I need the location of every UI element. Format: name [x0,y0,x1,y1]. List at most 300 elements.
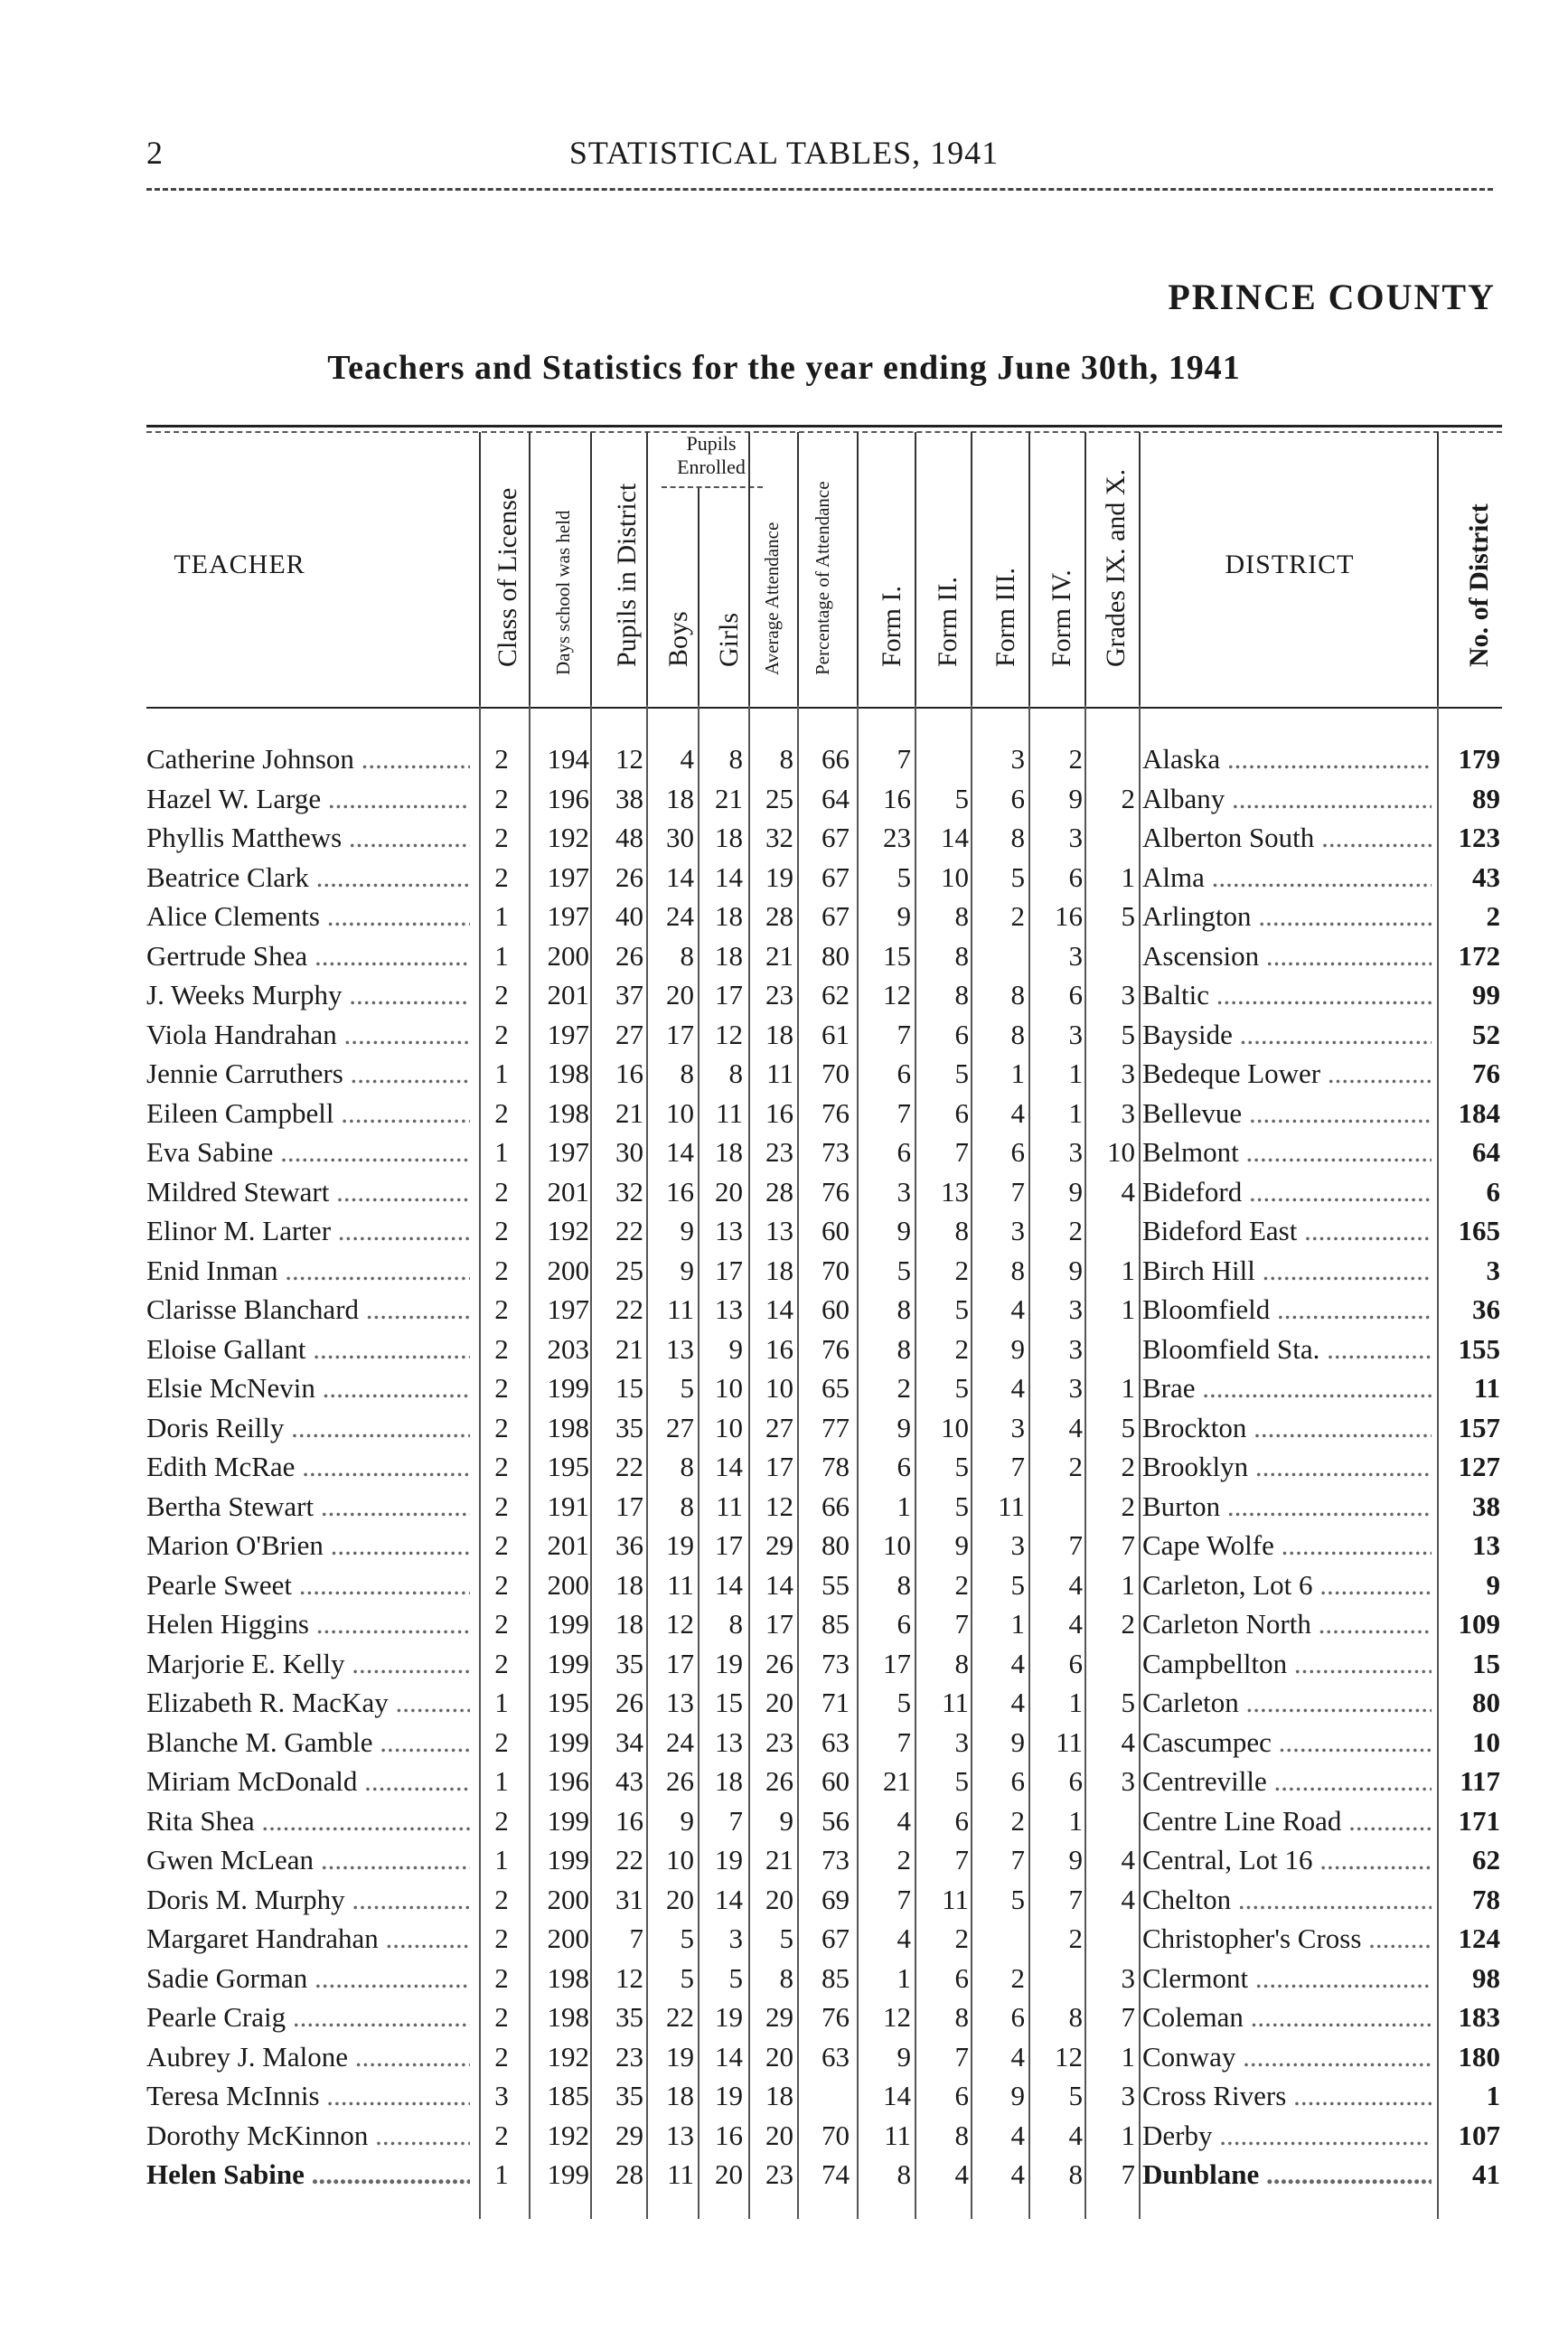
average-attendance: 9 [779,1804,793,1837]
header-pupils-enrolled: Pupils Enrolled [677,432,746,478]
teacher-name: Marion O'Brien ..... [146,1529,470,1562]
district-number: 80 [1472,1687,1500,1718]
form-2: 6 [954,1018,969,1050]
district-name: Alaska ..... [1142,743,1432,776]
class-of-license: 2 [494,782,509,814]
form-3: 3 [1010,743,1025,775]
pupils-in-district: 15 [615,1372,643,1404]
girls-enrolled: 12 [715,1018,743,1050]
average-attendance: 32 [765,822,793,853]
days-school-held: 200 [547,1254,589,1286]
boys-enrolled: 11 [667,1293,694,1325]
percentage-attendance: 67 [822,860,850,893]
boys-enrolled: 27 [666,1411,694,1443]
form-4: 6 [1068,979,1083,1010]
form-2: 5 [954,1293,969,1325]
table-row [0,1408,1568,1448]
class-of-license: 2 [494,1215,509,1246]
girls-enrolled: 14 [715,1568,743,1601]
district-name: Bloomfield Sta. ..... [1142,1333,1432,1366]
form-4: 4 [1068,1568,1083,1601]
grades-9-10: 5 [1121,1018,1135,1050]
form-1: 6 [897,1451,911,1482]
form-1: 2 [897,1372,911,1404]
grades-9-10: 3 [1121,979,1135,1010]
percentage-attendance: 76 [822,1175,850,1208]
district-number: 184 [1458,1096,1500,1129]
days-school-held: 200 [547,1568,589,1601]
days-school-held: 197 [547,1136,589,1168]
percentage-attendance: 70 [822,1058,850,1089]
days-school-held: 199 [547,1647,589,1679]
teacher-name: Sadie Gorman ..... [146,1962,470,1995]
form-1: 9 [897,900,911,932]
girls-enrolled: 5 [728,1961,743,1994]
form-2: 8 [954,900,969,932]
district-number: 62 [1472,1844,1500,1875]
form-3: 4 [1010,2119,1025,2151]
pupils-in-district: 22 [615,1293,643,1325]
percentage-attendance: 69 [822,1883,850,1915]
form-1: 14 [883,2080,911,2111]
district-number: 9 [1486,1568,1500,1601]
days-school-held: 198 [547,1961,589,1994]
form-2: 6 [954,2080,969,2111]
grades-9-10: 2 [1121,1490,1135,1522]
form-2: 8 [954,2119,969,2151]
percentage-attendance: 73 [822,1136,850,1168]
average-attendance: 20 [765,1883,793,1915]
pupils-in-district: 22 [615,1451,643,1482]
form-2: 10 [941,860,969,893]
form-4: 5 [1068,2080,1083,2111]
form-1: 12 [883,979,911,1010]
district-number: 13 [1472,1529,1500,1561]
district-number: 78 [1472,1883,1500,1915]
teacher-name: Aubrey J. Malone ..... [146,2041,470,2073]
table-row [0,936,1568,976]
table-row [0,1840,1568,1880]
form-2: 2 [954,1254,969,1286]
form-3: 5 [1010,860,1025,893]
pupils-in-district: 16 [615,1058,643,1089]
header-no-of-district: No. of District [1464,503,1494,667]
percentage-attendance: 63 [822,1725,850,1758]
pupils-in-district: 23 [615,2040,643,2073]
form-4: 2 [1068,1922,1083,1954]
district-name: Belmont ..... [1142,1136,1432,1169]
girls-enrolled: 8 [728,1058,743,1089]
grades-9-10: 7 [1121,1529,1135,1561]
teacher-name: Gwen McLean ..... [146,1844,470,1876]
class-of-license: 2 [494,1725,509,1758]
grades-9-10: 3 [1121,1096,1135,1129]
percentage-attendance: 66 [822,743,850,775]
girls-enrolled: 20 [715,2158,743,2190]
pupils-in-district: 16 [615,1804,643,1837]
district-number: 127 [1458,1451,1500,1482]
percentage-attendance: 76 [822,1332,850,1365]
district-number: 98 [1472,1961,1500,1994]
grades-9-10: 1 [1121,2040,1135,2073]
percentage-attendance: 78 [822,1451,850,1482]
pupils-in-district: 37 [615,979,643,1010]
grades-9-10: 5 [1121,1411,1135,1443]
form-1: 8 [897,1332,911,1365]
average-attendance: 28 [765,1175,793,1208]
district-number: 171 [1458,1804,1500,1837]
form-2: 7 [954,1608,969,1640]
percentage-attendance: 73 [822,1647,850,1679]
average-attendance: 8 [779,743,793,775]
grades-9-10: 1 [1121,1254,1135,1286]
district-name: Coleman ..... [1142,2001,1432,2034]
table-top-rule [146,425,1502,428]
district-name: Bideford ..... [1142,1176,1432,1208]
form-4: 6 [1068,1765,1083,1797]
form-3: 4 [1010,2158,1025,2190]
form-1: 15 [883,939,911,972]
boys-enrolled: 20 [666,979,694,1010]
form-2: 7 [954,2040,969,2073]
average-attendance: 20 [765,2119,793,2151]
girls-enrolled: 20 [715,1175,743,1208]
days-school-held: 199 [547,1608,589,1640]
header-form-3: Form III. [991,568,1020,667]
form-3: 5 [1010,1568,1025,1601]
boys-enrolled: 17 [666,1018,694,1050]
girls-enrolled: 18 [715,900,743,932]
average-attendance: 18 [765,2080,793,2111]
form-4: 7 [1068,1883,1083,1915]
average-attendance: 20 [765,1687,793,1718]
pupils-in-district: 26 [615,939,643,972]
form-3: 7 [1010,1175,1025,1208]
teacher-name: Edith McRae ..... [146,1451,470,1483]
grades-9-10: 1 [1121,1372,1135,1404]
district-name: Burton ..... [1142,1490,1432,1523]
days-school-held: 198 [547,1058,589,1089]
teacher-name: Helen Higgins ..... [146,1608,470,1640]
header-rule [146,188,1493,191]
form-1: 16 [883,782,911,814]
form-2: 3 [954,1725,969,1758]
pupils-in-district: 32 [615,1175,643,1208]
teacher-name: Gertrude Shea ..... [146,940,470,973]
teacher-name: Jennie Carruthers ..... [146,1058,470,1090]
average-attendance: 16 [765,1332,793,1365]
form-2: 11 [942,1687,969,1718]
form-1: 6 [897,1608,911,1640]
district-name: Carleton, Lot 6 ..... [1142,1569,1432,1602]
teacher-name: Pearle Sweet ..... [146,1569,470,1602]
form-1: 5 [897,1254,911,1286]
girls-enrolled: 14 [715,2040,743,2073]
form-3: 6 [1010,2001,1025,2033]
pupils-in-district: 12 [615,1961,643,1994]
form-2: 2 [954,1922,969,1954]
class-of-license: 2 [494,1254,509,1286]
table-row [0,2116,1568,2156]
page-number: 2 [146,135,163,171]
form-4: 2 [1068,743,1083,775]
percentage-attendance: 61 [822,1018,850,1050]
average-attendance: 23 [765,979,793,1010]
table-row [0,1723,1568,1762]
form-4: 11 [1056,1725,1083,1758]
teacher-name: Eva Sabine ..... [146,1136,470,1169]
teacher-name: Eileen Campbell ..... [146,1097,470,1130]
teacher-name: Elinor M. Larter ..... [146,1215,470,1247]
form-2: 7 [954,1844,969,1875]
teacher-name: Phyllis Matthews ..... [146,822,470,854]
form-4: 3 [1068,822,1083,853]
district-number: 64 [1472,1136,1500,1168]
district-number: 2 [1486,900,1500,932]
girls-enrolled: 18 [715,1765,743,1797]
table-row [0,1919,1568,1959]
district-number: 179 [1458,743,1500,775]
boys-enrolled: 11 [667,2158,694,2190]
girls-enrolled: 17 [715,1254,743,1286]
pupils-in-district: 22 [615,1215,643,1246]
form-2: 5 [954,1765,969,1797]
grades-9-10: 4 [1121,1725,1135,1758]
running-title: STATISTICAL TABLES, 1941 [568,135,1000,171]
form-1: 17 [883,1647,911,1679]
percentage-attendance: 60 [822,1215,850,1246]
table-row [0,739,1568,779]
girls-enrolled: 13 [715,1725,743,1758]
district-name: Dunblane ..... [1142,2158,1432,2191]
district-number: 76 [1472,1058,1500,1089]
girls-enrolled: 14 [715,1451,743,1482]
pupils-in-district: 29 [615,2119,643,2151]
table-row [0,1251,1568,1291]
district-name: Birch Hill ..... [1142,1255,1432,1287]
form-1: 23 [883,822,911,853]
table-row [0,1487,1568,1527]
teacher-name: Eloise Gallant ..... [146,1333,470,1366]
class-of-license: 1 [494,1058,509,1089]
boys-enrolled: 14 [666,1136,694,1168]
pupils-in-district: 36 [615,1529,643,1561]
form-1: 7 [897,1096,911,1129]
form-3: 2 [1010,1961,1025,1994]
form-4: 1 [1068,1058,1083,1089]
form-1: 12 [883,2001,911,2033]
girls-enrolled: 21 [715,782,743,814]
average-attendance: 11 [766,1058,793,1089]
girls-enrolled: 11 [716,1490,743,1522]
table-row [0,818,1568,858]
class-of-license: 2 [494,1647,509,1679]
grades-9-10: 2 [1121,1451,1135,1482]
percentage-attendance: 74 [822,2158,850,2190]
boys-enrolled: 9 [680,1215,694,1246]
boys-enrolled: 13 [666,2119,694,2151]
district-name: Bloomfield ..... [1142,1293,1432,1326]
girls-enrolled: 19 [715,2001,743,2033]
grades-9-10: 3 [1121,1765,1135,1797]
table-row [0,1330,1568,1369]
boys-enrolled: 8 [680,1451,694,1482]
district-name: Arlington ..... [1142,900,1432,933]
form-2: 9 [954,1529,969,1561]
days-school-held: 197 [547,860,589,893]
grades-9-10: 7 [1121,2001,1135,2033]
average-attendance: 17 [765,1608,793,1640]
days-school-held: 192 [547,2040,589,2073]
form-3: 9 [1010,1332,1025,1365]
teacher-name: Alice Clements ..... [146,900,470,933]
pupils-in-district: 28 [615,2158,643,2190]
class-of-license: 2 [494,1411,509,1443]
teacher-name: Elsie McNevin ..... [146,1372,470,1405]
form-2: 8 [954,2001,969,2033]
class-of-license: 2 [494,1883,509,1915]
form-2: 6 [954,1961,969,1994]
girls-enrolled: 3 [728,1922,743,1954]
class-of-license: 3 [494,2080,509,2111]
header-girls: Girls [714,613,744,667]
district-number: 3 [1486,1254,1500,1286]
boys-enrolled: 14 [666,860,694,893]
girls-enrolled: 14 [715,860,743,893]
form-4: 1 [1068,1096,1083,1129]
grades-9-10: 1 [1121,1293,1135,1325]
form-4: 4 [1068,1411,1083,1443]
form-1: 1 [897,1961,911,1994]
form-1: 8 [897,1293,911,1325]
days-school-held: 197 [547,900,589,932]
boys-enrolled: 5 [680,1372,694,1404]
boys-enrolled: 8 [680,1490,694,1522]
form-1: 11 [884,2119,911,2151]
district-number: 11 [1473,1372,1500,1404]
form-4: 2 [1068,1451,1083,1482]
form-1: 7 [897,743,911,775]
class-of-license: 2 [494,1018,509,1050]
form-4: 3 [1068,1293,1083,1325]
days-school-held: 199 [547,1844,589,1875]
boys-enrolled: 8 [680,1058,694,1089]
days-school-held: 200 [547,1883,589,1915]
form-2: 13 [941,1175,969,1208]
district-number: 43 [1472,860,1500,893]
boys-enrolled: 12 [666,1608,694,1640]
boys-enrolled: 13 [666,1332,694,1365]
percentage-attendance: 73 [822,1844,850,1875]
class-of-license: 2 [494,1922,509,1954]
district-name: Conway ..... [1142,2041,1432,2073]
district-name: Derby ..... [1142,2120,1432,2152]
table-row [0,1447,1568,1487]
form-3: 6 [1010,1136,1025,1168]
girls-enrolled: 10 [715,1411,743,1443]
class-of-license: 1 [494,1765,509,1797]
form-2: 14 [941,822,969,853]
form-3: 4 [1010,1372,1025,1404]
form-2: 5 [954,782,969,814]
average-attendance: 8 [779,1961,793,1994]
teacher-name: Clarisse Blanchard ..... [146,1293,470,1326]
form-3: 3 [1010,1411,1025,1443]
days-school-held: 194 [547,743,589,775]
girls-enrolled: 9 [728,1332,743,1365]
days-school-held: 197 [547,1018,589,1050]
girls-enrolled: 7 [728,1804,743,1837]
form-4: 8 [1068,2001,1083,2033]
form-4: 9 [1068,1254,1083,1286]
class-of-license: 2 [494,860,509,893]
form-4: 3 [1068,1372,1083,1404]
class-of-license: 2 [494,1529,509,1561]
header-average-attendance: Average Attendance [761,522,783,675]
class-of-license: 2 [494,1372,509,1404]
table-row [0,2155,1568,2195]
girls-enrolled: 8 [728,743,743,775]
percentage-attendance: 80 [822,1529,850,1561]
percentage-attendance: 76 [822,2001,850,2033]
grades-9-10: 4 [1121,1883,1135,1915]
district-name: Alma ..... [1142,861,1432,894]
district-name: Clermont ..... [1142,1962,1432,1995]
form-3: 8 [1010,822,1025,853]
pupils-in-district: 35 [615,1647,643,1679]
boys-enrolled: 17 [666,1647,694,1679]
district-number: 109 [1458,1608,1500,1640]
percentage-attendance: 80 [822,939,850,972]
percentage-attendance: 70 [822,1254,850,1286]
form-1: 21 [883,1765,911,1797]
pupils-in-district: 35 [615,2080,643,2111]
form-2: 2 [954,1568,969,1601]
average-attendance: 28 [765,900,793,932]
days-school-held: 203 [547,1332,589,1365]
form-3: 1 [1010,1058,1025,1089]
form-1: 7 [897,1725,911,1758]
class-of-license: 1 [494,939,509,972]
boys-enrolled: 5 [680,1922,694,1954]
form-1: 4 [897,1804,911,1837]
form-2: 11 [942,1883,969,1915]
district-number: 38 [1472,1490,1500,1522]
form-3: 3 [1010,1529,1025,1561]
pupils-in-district: 25 [615,1254,643,1286]
district-name: Cascumpec ..... [1142,1726,1432,1759]
form-4: 12 [1055,2040,1083,2073]
girls-enrolled: 15 [715,1687,743,1718]
class-of-license: 2 [494,1961,509,1994]
district-name: Christopher's Cross ..... [1142,1922,1432,1955]
form-1: 7 [897,1883,911,1915]
days-school-held: 199 [547,1725,589,1758]
district-number: 180 [1458,2040,1500,2073]
table-row [0,1211,1568,1251]
form-4: 16 [1055,900,1083,932]
header-district: DISTRICT [1225,550,1355,579]
form-4: 3 [1068,1018,1083,1050]
percentage-attendance: 55 [822,1568,850,1601]
district-name: Chelton ..... [1142,1884,1432,1916]
girls-enrolled: 16 [715,2119,743,2151]
class-of-license: 2 [494,1608,509,1640]
boys-enrolled: 26 [666,1765,694,1797]
district-number: 52 [1472,1018,1500,1050]
average-attendance: 21 [765,1844,793,1875]
average-attendance: 27 [765,1411,793,1443]
